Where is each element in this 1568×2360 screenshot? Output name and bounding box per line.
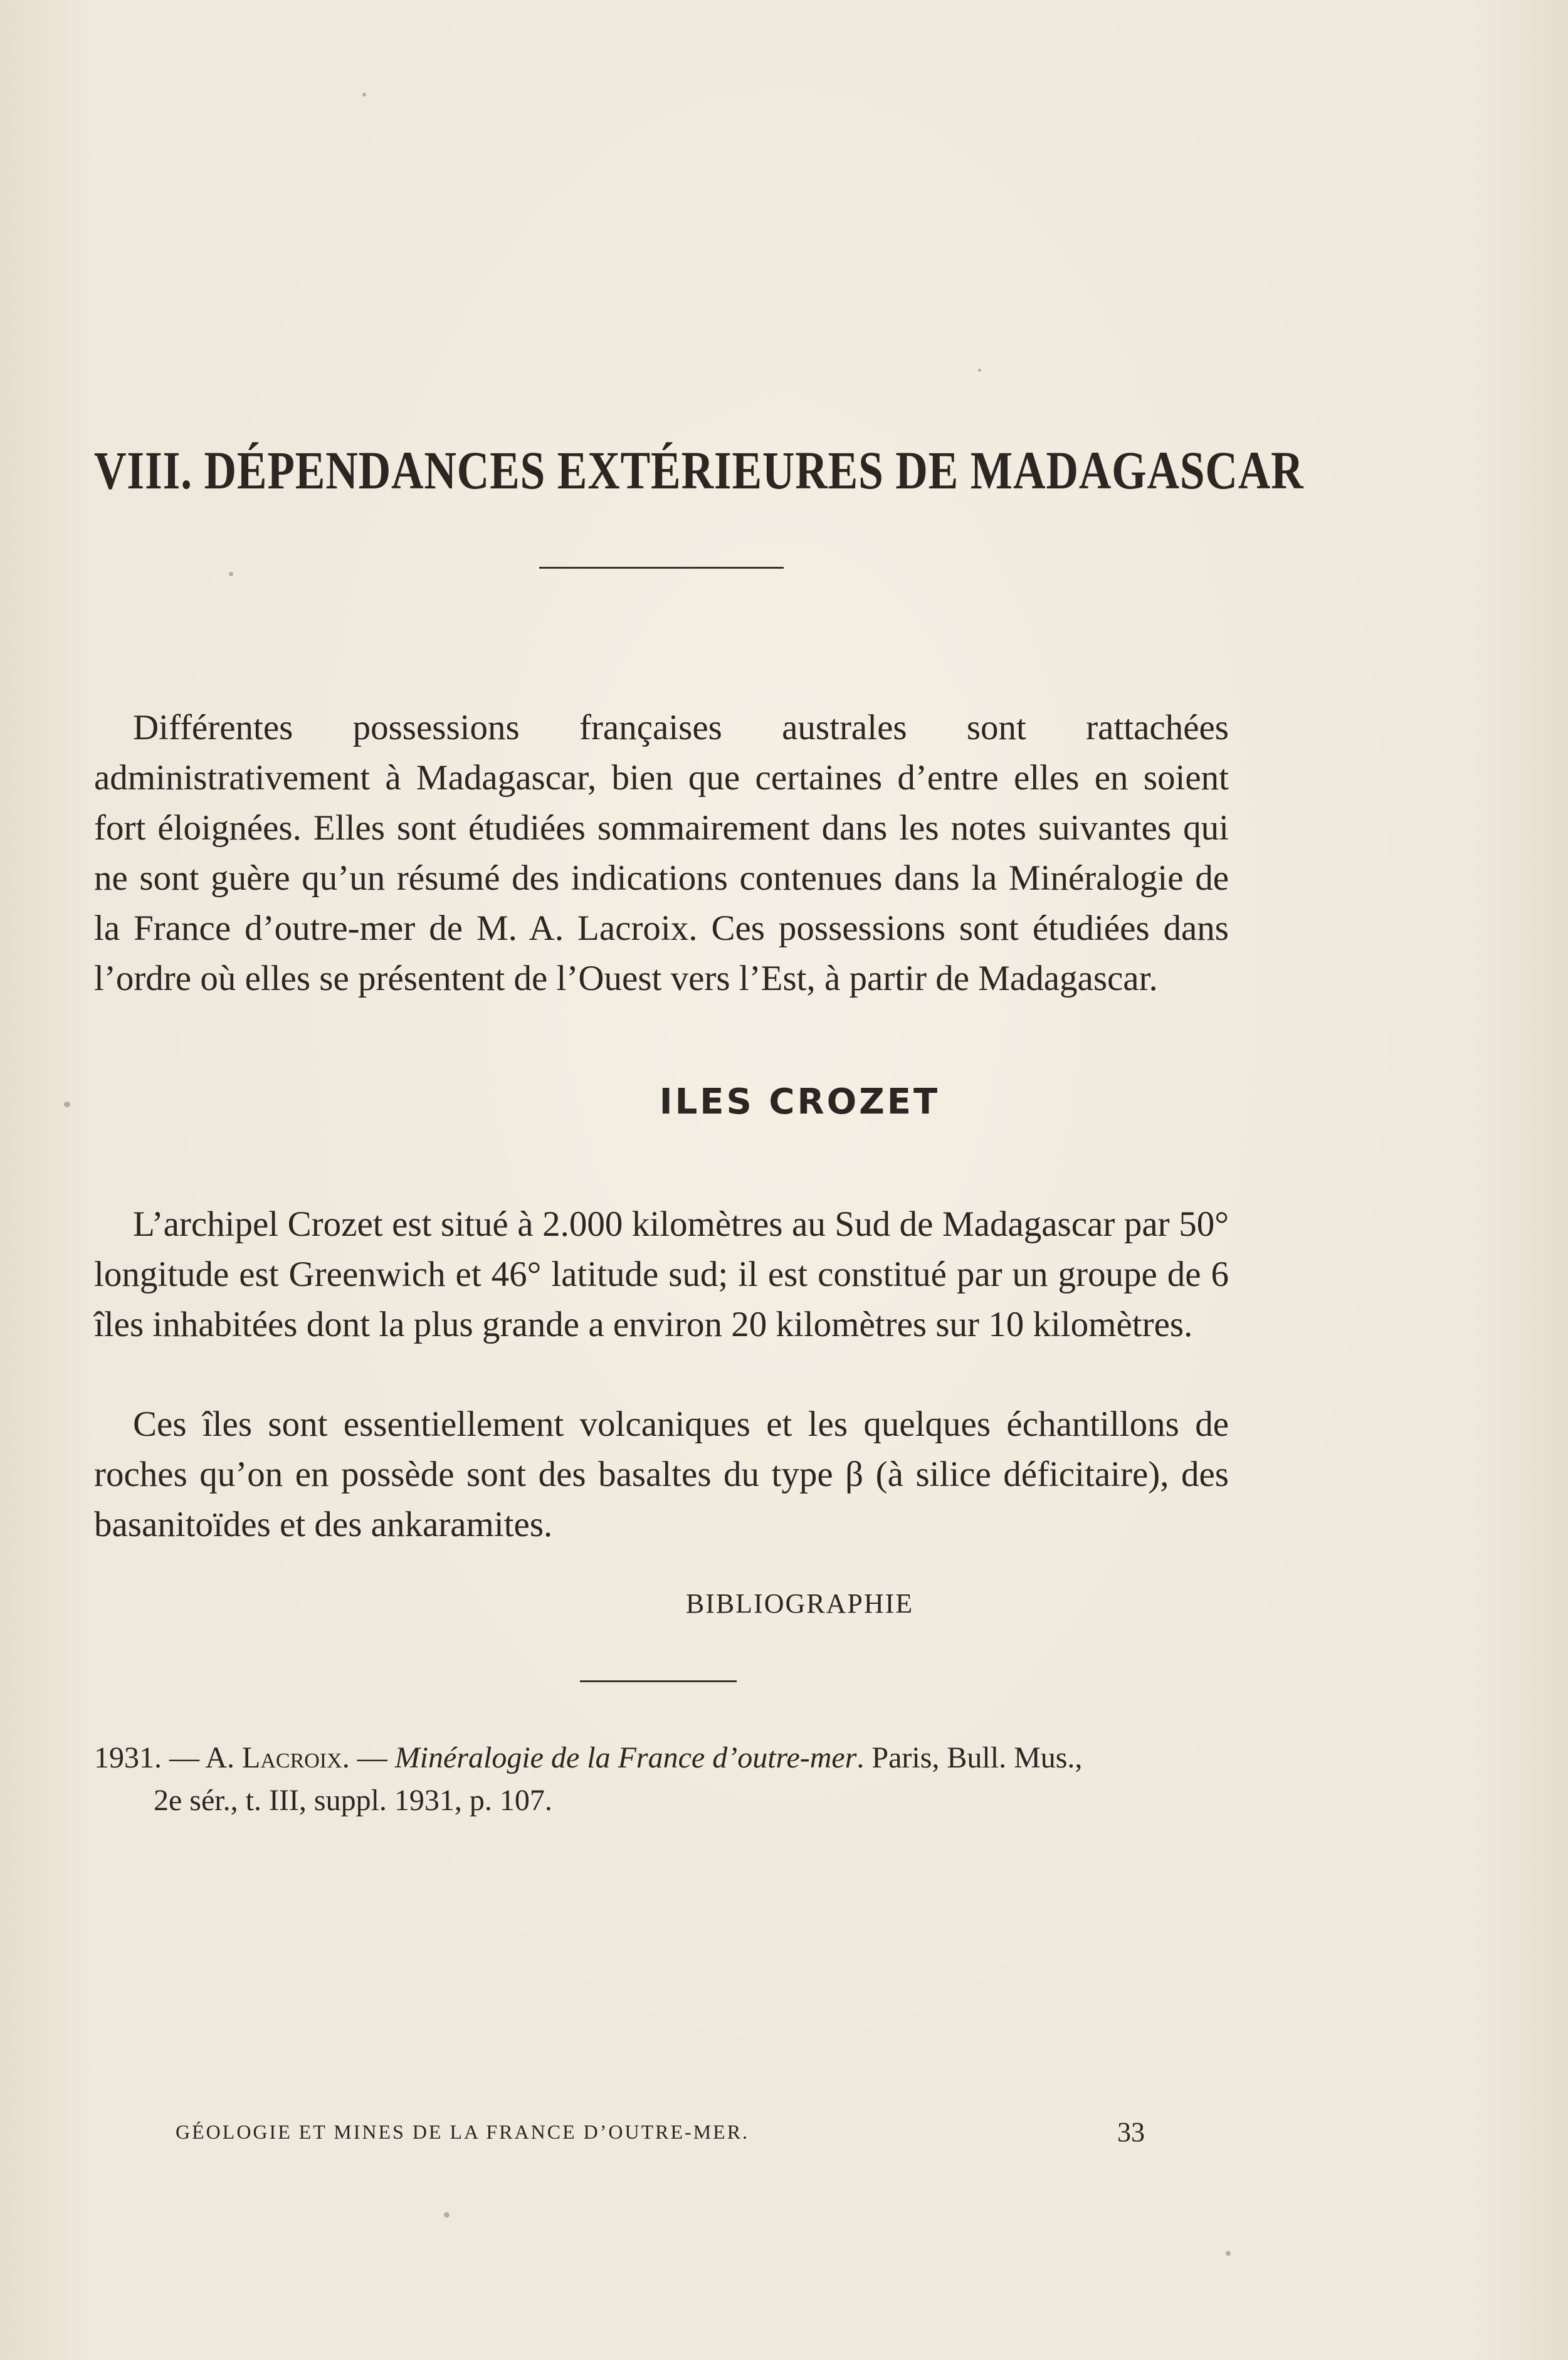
- section-paragraph: L’archipel Crozet est situé à 2.000 kilomètres au Sud de Madagascar par 50° longitude est Greenwich et 46° latitude sud; il est constitué par un groupe de 6 îles inhabitées dont la plus grande a environ 20 kilomètres sur 10 kilomètres.: [94, 1204, 1229, 1344]
- paper-speck: [362, 93, 366, 97]
- title-divider: [539, 567, 784, 569]
- bib-details: . Paris, Bull. Mus.,: [856, 1741, 1083, 1774]
- intro-paragraph: Différentes possessions françaises australes sont rattachées administrativement à Madagascar, bien que certaines d’entre elles en soient fort éloignées. Elles sont étudiées sommairement dans les notes suivantes qui ne sont guère qu’un résumé des indications contenues dans la Minéralogie de la France d’outre-mer de M. A. Lacroix. Ces possessions sont étudiées dans l’ordre où elles se présentent de l’Ouest vers l’Est, à partir de Madagascar.: [94, 708, 1229, 998]
- paper-speck: [444, 2212, 450, 2218]
- bib-author: Lacroix: [242, 1741, 342, 1774]
- paper-speck: [229, 572, 233, 576]
- bibliography-title: BIBLIOGRAPHIE: [685, 1588, 914, 1619]
- bib-details-continued: 2e sér., t. III, suppl. 1931, p. 107.: [154, 1784, 552, 1817]
- paper-speck: [1226, 2251, 1231, 2256]
- running-footer: GÉOLOGIE ET MINES DE LA FRANCE D’OUTRE-MER.: [176, 2120, 750, 2143]
- chapter-title: VIII. DÉPENDANCES EXTÉRIEURES DE MADAGASCAR: [94, 440, 1304, 500]
- bib-year: 1931: [94, 1741, 154, 1774]
- bibliography-entry: [94, 1737, 1229, 1822]
- bibliography-divider: [580, 1680, 737, 1682]
- section-paragraph: Ces îles sont essentiellement volcaniques et les quelques échantillons de roches qu’on en possède sont des basaltes du type β (à silice déficitaire), des basanitoïdes et des ankaramites.: [94, 1404, 1229, 1544]
- bib-separator: . —: [342, 1741, 395, 1774]
- bib-author-prefix: . — A.: [154, 1741, 243, 1774]
- page-number: 33: [1117, 2117, 1145, 2147]
- section-title: ILES CROZET: [659, 1082, 940, 1122]
- paper-speck: [64, 1102, 70, 1107]
- paper-speck: [978, 369, 981, 372]
- bib-work-title: Minéralogie de la France d’outre-mer: [394, 1741, 857, 1774]
